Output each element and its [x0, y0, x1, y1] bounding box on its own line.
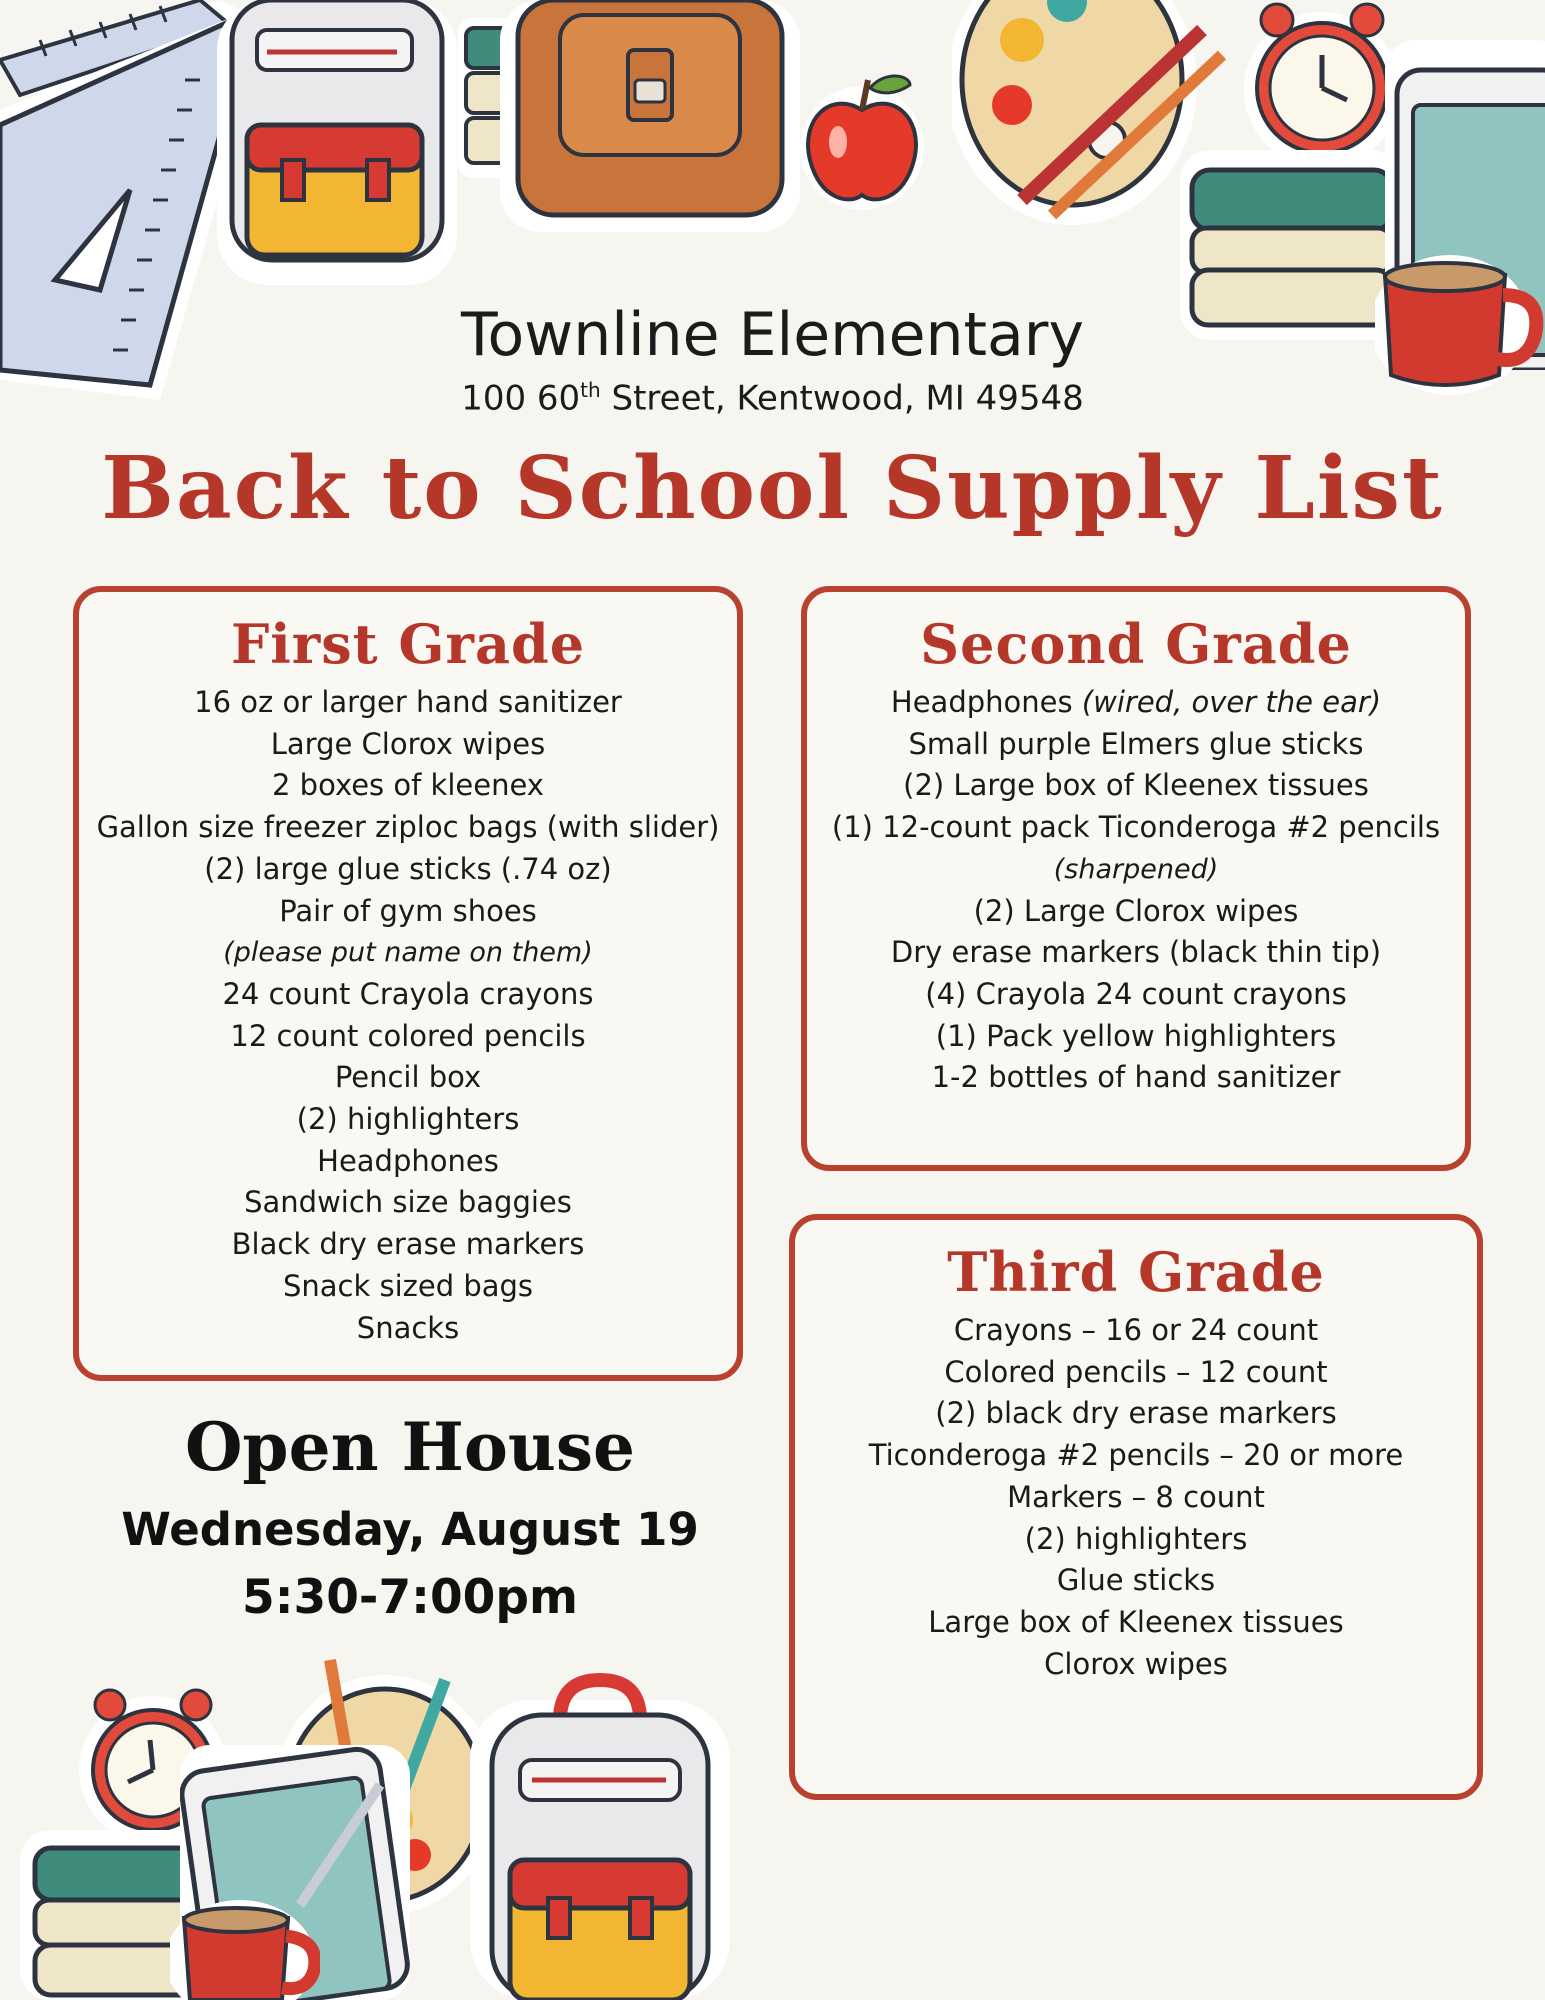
third-grade-list [795, 1310, 1477, 1685]
list-item: (1) 12-count pack Ticonderoga #2 pencils [831, 810, 1441, 845]
list-item-note: (please put name on them) [223, 937, 593, 969]
second-grade-title: Second Grade [920, 612, 1352, 676]
list-item: (1) Pack yellow highlighters [935, 1018, 1337, 1053]
headphones-note: (wired, over the ear) [1081, 685, 1382, 719]
first-grade-title: First Grade [230, 612, 586, 676]
list-item: Clorox wipes [1044, 1646, 1228, 1681]
list-item: Crayons – 16 or 24 count [953, 1313, 1319, 1347]
list-item: Snacks [356, 1310, 460, 1345]
list-item: Black dry erase markers [231, 1227, 585, 1262]
address-number: 100 60 [461, 378, 581, 419]
list-item: Headphones [317, 1143, 499, 1178]
list-item-note: (sharpened) [1053, 853, 1219, 885]
apple-icon [790, 60, 940, 210]
list-item: Dry erase markers (black thin tip) [890, 935, 1382, 970]
list-item: Snack sized bags [282, 1268, 534, 1303]
list-item: Pencil box [334, 1060, 482, 1095]
list-item: (2) highlighters [296, 1102, 520, 1137]
open-house-date: Wednesday, August 19 [121, 1503, 699, 1556]
list-item: Markers – 8 count [1007, 1479, 1265, 1514]
third-grade-card [789, 1214, 1483, 1800]
list-item: Ticonderoga #2 pencils – 20 or more [868, 1438, 1404, 1473]
page-title: Back to School Supply List [101, 438, 1444, 539]
backpack-icon [212, 0, 462, 290]
school-address [0, 378, 1545, 418]
list-item [807, 682, 1465, 724]
list-item: (2) Large box of Kleenex tissues [903, 768, 1369, 803]
list-item: Large Clorox wipes [270, 726, 546, 761]
list-item: Gallon size freezer ziploc bags (with slider) [96, 810, 720, 845]
list-item: Glue sticks [1056, 1563, 1216, 1598]
list-item: (2) highlighters [1024, 1521, 1248, 1556]
first-grade-list [79, 682, 737, 1349]
second-grade-card [801, 586, 1471, 1171]
list-item: (2) large glue sticks (.74 oz) [204, 851, 612, 886]
school-name: Townline Elementary [461, 300, 1084, 370]
list-item: 1-2 bottles of hand sanitizer [931, 1060, 1341, 1095]
list-item: 12 count colored pencils [230, 1018, 586, 1053]
open-house-title: Open House [184, 1408, 636, 1486]
list-item: (2) Large Clorox wipes [973, 893, 1299, 928]
list-item: Colored pencils – 12 count [944, 1354, 1328, 1389]
backpack-icon [470, 1670, 730, 2000]
list-item: 24 count Crayola crayons [222, 976, 594, 1011]
list-item: 2 boxes of kleenex [272, 768, 544, 803]
mug-icon [170, 1900, 320, 2000]
list-item: Sandwich size baggies [244, 1185, 572, 1220]
list-item: Pair of gym shoes [279, 893, 537, 928]
list-item: (4) Crayola 24 count crayons [925, 976, 1347, 1011]
list-item: (2) black dry erase markers [935, 1396, 1337, 1431]
list-item: 16 oz or larger hand sanitizer [194, 685, 622, 719]
headphones-label: Headphones [890, 685, 1082, 719]
satchel-icon [500, 0, 800, 235]
first-grade-card [73, 586, 743, 1381]
address-suffix: th [580, 378, 601, 402]
open-house-time: 5:30-7:00pm [242, 1570, 578, 1625]
third-grade-title: Third Grade [947, 1240, 1325, 1304]
list-item: Small purple Elmers glue sticks [908, 726, 1364, 761]
list-item: Large box of Kleenex tissues [928, 1604, 1344, 1639]
address-street: Street, Kentwood, MI 49548 [600, 378, 1084, 419]
second-grade-list [807, 682, 1465, 1099]
